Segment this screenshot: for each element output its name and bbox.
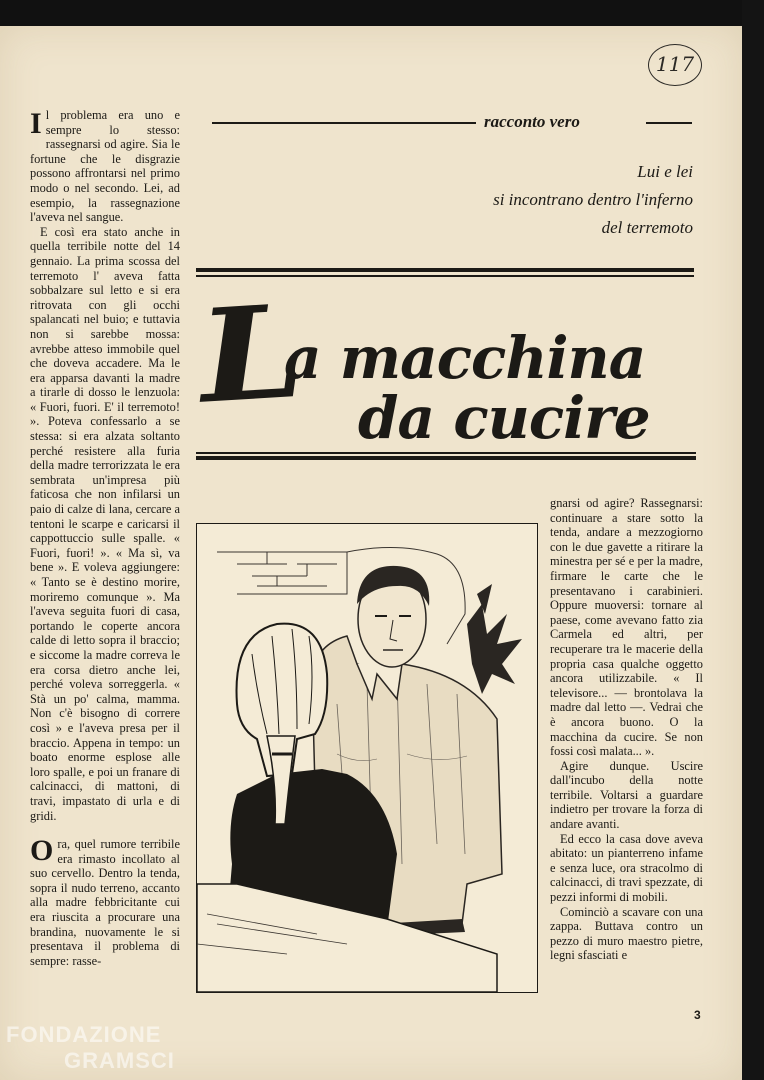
title-rule-top xyxy=(196,268,694,272)
illustration-drawing xyxy=(197,524,537,992)
article-title xyxy=(193,276,696,466)
illustration xyxy=(196,523,538,993)
subheading-line: del terremoto xyxy=(601,218,693,237)
title-initial: L xyxy=(193,276,309,433)
subheading-line: Lui e lei xyxy=(637,162,693,181)
watermark-line: GRAMSCI xyxy=(64,1048,175,1073)
paragraph: gnarsi od agire? Rassegnarsi: continuare a stare sotto la tenda, andare a mezzogiorno con le due gavette a ritirare la minestra per sé e per la madre, firmare le carte che le presentavano i carabinieri. Oppure muoversi: tornare al paese, come avevano fatto zia Carmela ed altri, per recuperare tra le macerie della propria casa qualche oggetto ancora utilizzabile. « Il televisore... — brontolava la madre dal letto —. Vedrai che è ancora buono. O la macchina da cucire. Se non fossi così malata... ». xyxy=(550,496,703,759)
page-number: 3 xyxy=(694,1008,701,1022)
handwritten-page-number: 117 xyxy=(648,44,702,86)
title-rule-bottom-thin xyxy=(196,452,696,454)
magazine-page xyxy=(0,26,742,1080)
text-column-right xyxy=(550,496,703,963)
paragraph: Agire dunque. Uscire dall'incubo della notte terribile. Voltarsi a guardare indietro per trovare la forza di andare avanti. xyxy=(550,758,703,832)
drop-cap: O xyxy=(30,834,54,868)
title-line-2: da cucire xyxy=(358,384,650,452)
paragraph: Il problema era uno e sempre lo stesso: rassegnarsi od agire. Sia le fortune che le disgrazie possono affrontarsi nel primo modo o nel secondo. Lei, ad esempio, la rassegnazione l'aveva nel sangue. xyxy=(30,107,180,225)
drop-cap: I xyxy=(30,107,42,140)
title-rule-top-thin xyxy=(196,275,694,277)
title-rule-bottom xyxy=(196,456,696,460)
rubble-plant xyxy=(467,584,522,694)
text-column-left xyxy=(30,108,180,968)
watermark xyxy=(6,1022,175,1074)
rubric-line-left xyxy=(212,122,476,124)
title-line-1: a macchina xyxy=(284,324,646,392)
watermark-line: FONDAZIONE xyxy=(6,1022,162,1047)
paragraph: E così era stato anche in quella terribile notte del 14 gennaio. La prima scossa del terremoto l' aveva fatta sobbalzare sul letto e si era ritrovata con gli occhi spalancati nel buio; e tuttavia non si sarebbe mossa: avrebbe atteso immobile quel che doveva accadere. Ma le era apparsa davanti la madre a tirarle di dosso le lenzuola: « Fuori, fuori. E' il terremoto! ». Poteva confessarlo a se stessa: si era alzata soltanto perché resistere alla furia della madre terrorizzata le era sembrata un'impresa più faticosa che non infilarsi un paio di calze di lana, cercare a tentoni le scarpe e caricarsi il cappottuccio sulle spalle. « Fuori, fuori! ». « Ma sì, va bene ». E voleva aggiungere: « Tanto se è destino morire, moriremo comunque ». Ma l'aveva seguita fuori di casa, portando le coperte ancora calde di letto sopra il braccio; e siccome la madre correva le era corsa dietro anche lei, perché voleva sorreggerla. « Stà un po' calma, mamma. Non c'è bisogno di correre così » e l'aveva presa per il braccio. Appena in tempo: un boato enorme esplose alle loro spalle, e poi un franare di calcinacci, di mattoni, di travi, impastato di urla e di gridi. xyxy=(30,224,180,823)
scan-border xyxy=(742,0,764,1080)
rubric-line-right xyxy=(646,122,692,124)
subheading-line: si incontrano dentro l'inferno xyxy=(493,190,693,209)
paragraph: Ed ecco la casa dove aveva abitato: un pianterreno infame e senza luce, ora stracolmo di calcinacci, di travi spezzate, di pezzi informi di mobili. xyxy=(550,831,703,905)
paragraph: Cominciò a scavare con una zappa. Buttava contro un pezzo di muro maestro pietre, legni sfasciati e xyxy=(550,904,703,963)
section-rubric xyxy=(212,112,692,130)
paragraph: Ora, quel rumore terribile era rimasto incollato al suo cervello. Dentro la tenda, sopra il nudo terreno, accanto alla madre febbricitante cui era riuscita a procurare una brandina, nuovamente le si presentava il problema di sempre: rasse- xyxy=(30,834,180,968)
rubric-label: racconto vero xyxy=(484,112,580,131)
subheading xyxy=(380,158,693,242)
